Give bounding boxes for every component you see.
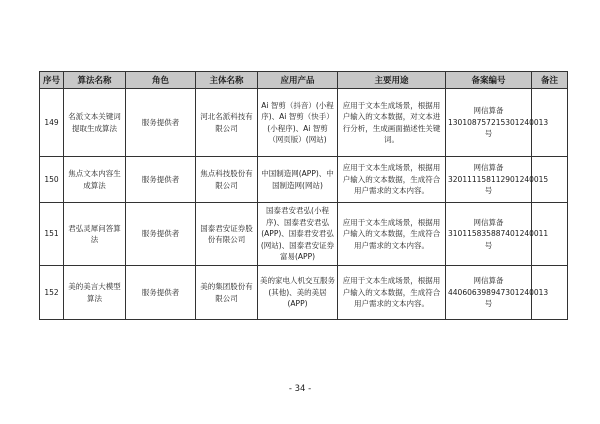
cell-main-use: 应用于文本生成场景，根据用户输入的文本数据，生成符合用户需求的文本内容。 <box>338 203 446 266</box>
cell-entity-name: 河北名派科技有限公司 <box>196 89 258 157</box>
table-row <box>40 266 568 320</box>
cell-record-number: 网信算备310115835887401240011 号 <box>446 203 532 266</box>
cell-algorithm-name: 美的美言大模型算法 <box>64 266 126 320</box>
cell-application-product: 国泰君安君弘(小程序)、国泰君安君弘(APP)、国泰君安君弘(网站)、国泰君安证券富易(APP) <box>258 203 338 266</box>
cell-record-number: 网信算备320111158112901240015 号 <box>446 157 532 203</box>
header-algorithm-name: 算法名称 <box>64 72 126 89</box>
table-row <box>40 157 568 203</box>
cell-application-product: Ai 智剪（抖音）(小程序)、Ai 智剪（快手）(小程序)、Ai 智剪（网页版）(网站) <box>258 89 338 157</box>
cell-entity-name: 焦点科技股份有限公司 <box>196 157 258 203</box>
table-row <box>40 89 568 157</box>
cell-role: 服务提供者 <box>126 203 196 266</box>
cell-application-product: 中国制造网(APP)、中国制造网(网站) <box>258 157 338 203</box>
cell-role: 服务提供者 <box>126 266 196 320</box>
cell-main-use: 应用于文本生成场景，根据用户输入的文本数据，对文本进行分析，生成画面描述性关键词。 <box>338 89 446 157</box>
cell-main-use: 应用于文本生成场景，根据用户输入的文本数据，生成符合用户需求的文本内容。 <box>338 266 446 320</box>
header-remark: 备注 <box>532 72 568 89</box>
header-record-number: 备案编号 <box>446 72 532 89</box>
table-header-row <box>40 72 568 89</box>
cell-entity-name: 美的集团股份有限公司 <box>196 266 258 320</box>
cell-role: 服务提供者 <box>126 157 196 203</box>
cell-role: 服务提供者 <box>126 89 196 157</box>
header-index: 序号 <box>40 72 64 89</box>
header-main-use: 主要用途 <box>338 72 446 89</box>
header-role: 角色 <box>126 72 196 89</box>
algorithm-registry-table <box>39 71 568 320</box>
cell-record-number: 网信算备130108757215301240013 号 <box>446 89 532 157</box>
cell-index: 149 <box>40 89 64 157</box>
cell-algorithm-name: 君弘灵犀问答算法 <box>64 203 126 266</box>
cell-record-number: 网信算备440606398947301240013 号 <box>446 266 532 320</box>
cell-index: 152 <box>40 266 64 320</box>
table-row <box>40 203 568 266</box>
cell-index: 150 <box>40 157 64 203</box>
cell-main-use: 应用于文本生成场景，根据用户输入的文本数据，生成符合用户需求的文本内容。 <box>338 157 446 203</box>
cell-algorithm-name: 焦点文本内容生成算法 <box>64 157 126 203</box>
cell-application-product: 美的家电人机交互服务(其他)、美的美居(APP) <box>258 266 338 320</box>
header-application-product: 应用产品 <box>258 72 338 89</box>
cell-algorithm-name: 名派文本关键词提取生成算法 <box>64 89 126 157</box>
cell-entity-name: 国泰君安证券股份有限公司 <box>196 203 258 266</box>
header-entity-name: 主体名称 <box>196 72 258 89</box>
page-number: - 34 - <box>288 384 312 394</box>
cell-index: 151 <box>40 203 64 266</box>
